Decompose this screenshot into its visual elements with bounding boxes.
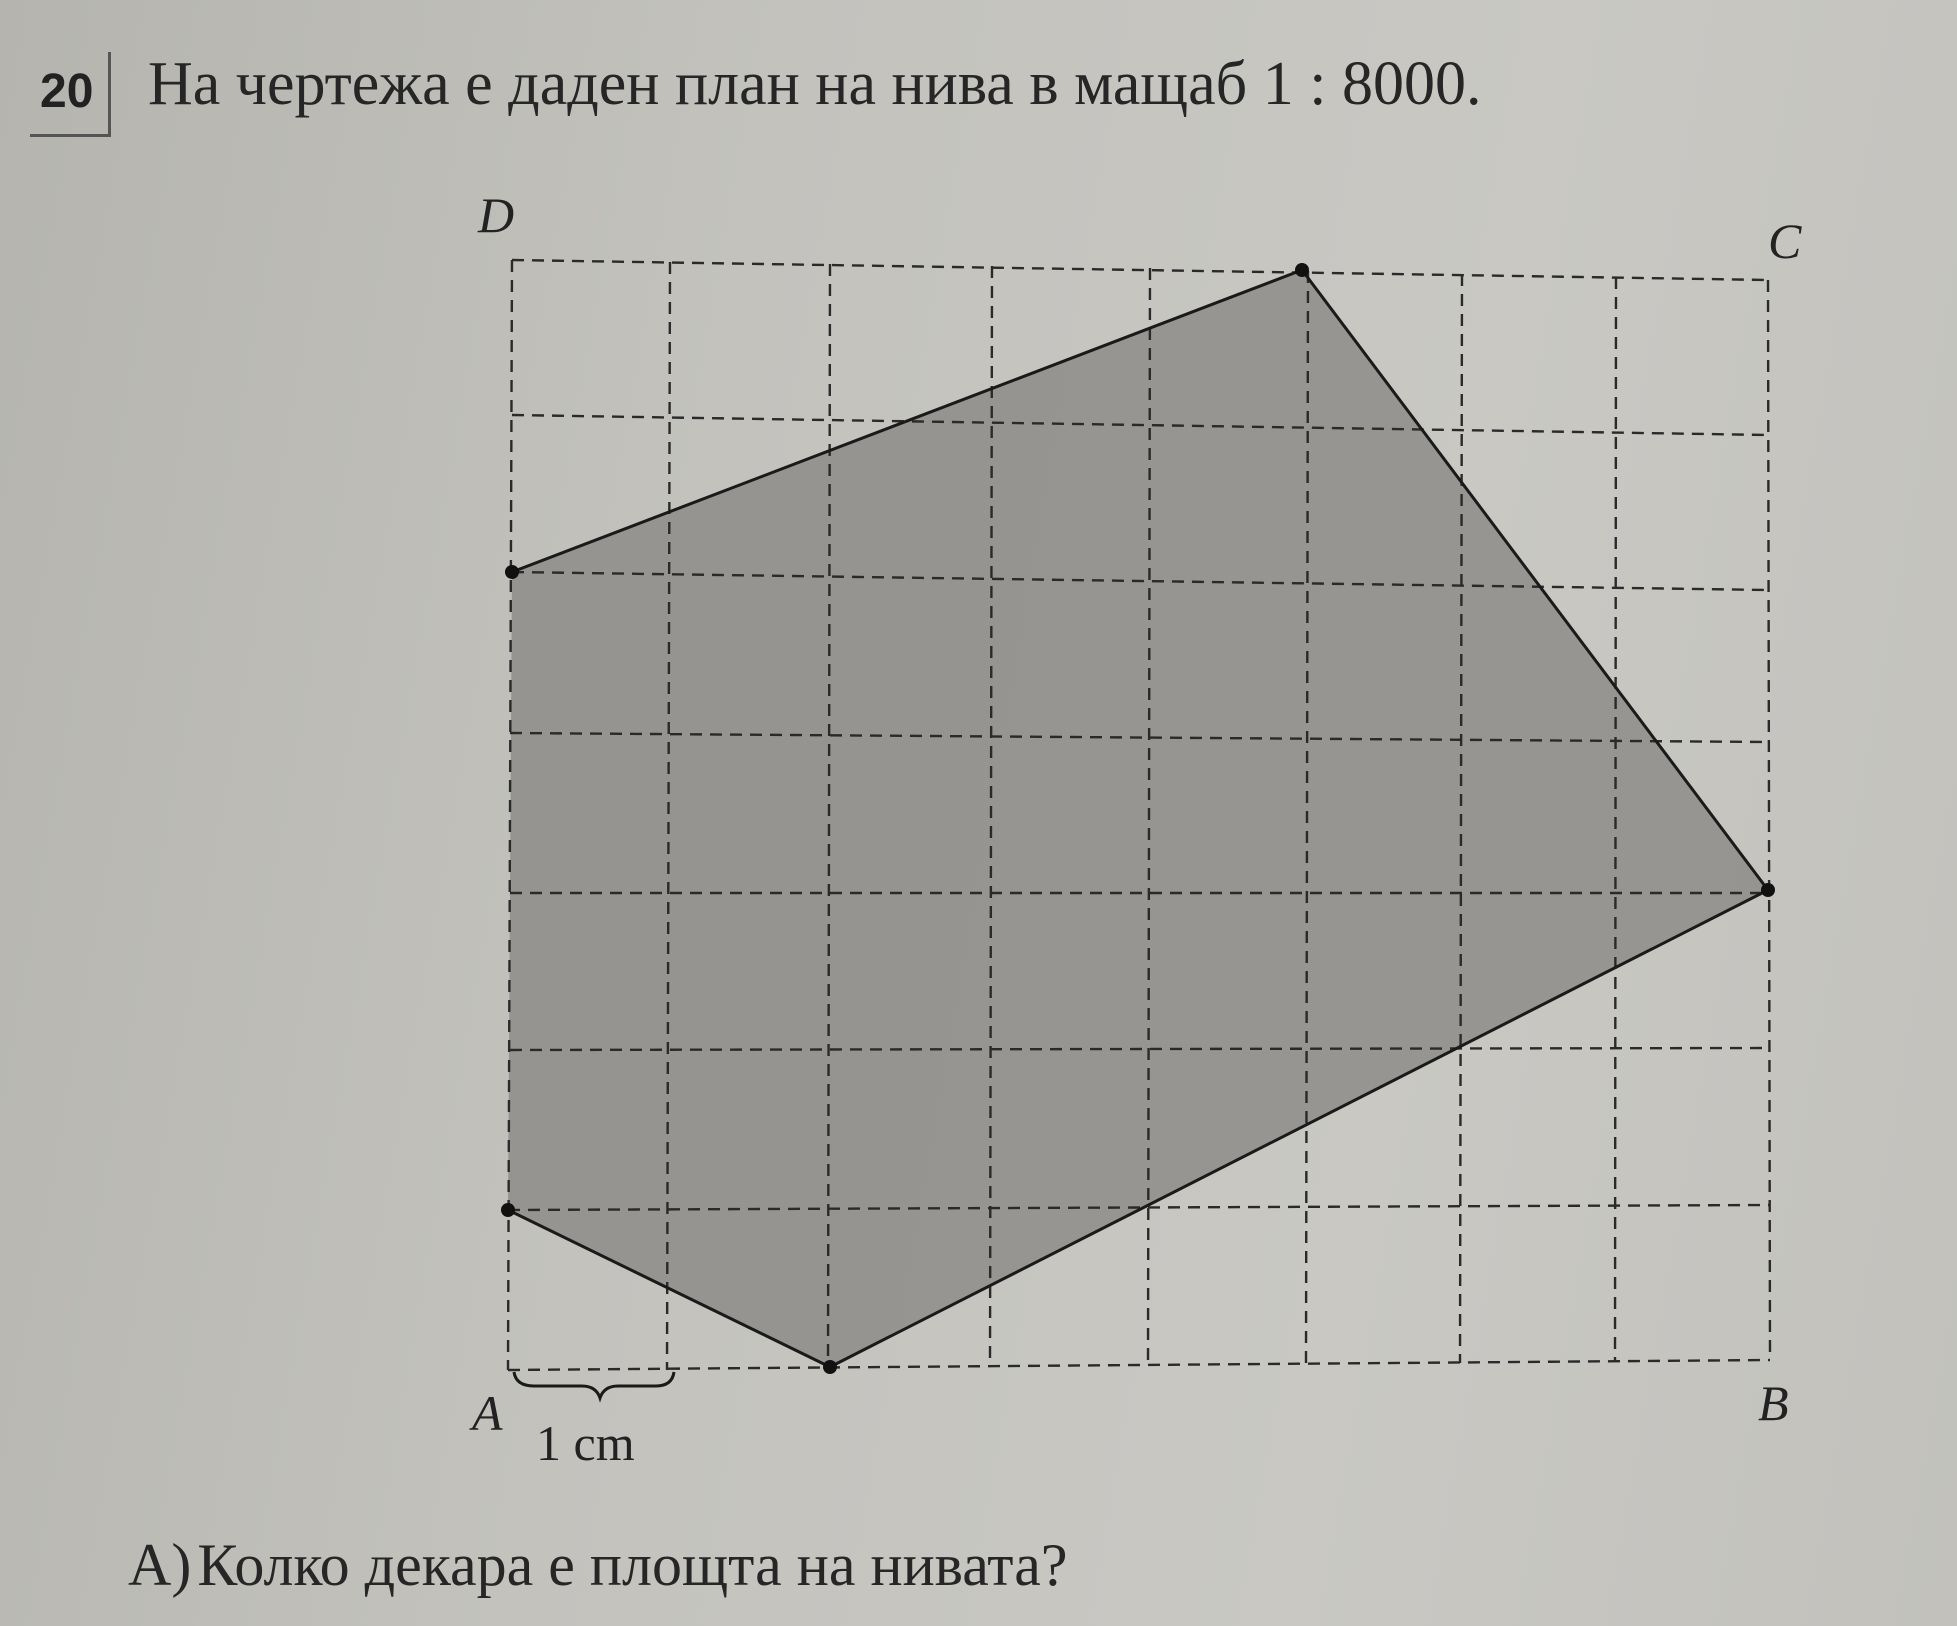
vertex-dot [1761, 883, 1775, 897]
question-a [128, 1530, 1068, 1600]
scale-brace [514, 1372, 674, 1398]
vertex-dot [505, 565, 519, 579]
scale-label: 1 cm [536, 1415, 635, 1471]
vertex-label-b: B [1758, 1375, 1789, 1431]
vertex-label-c: C [1768, 213, 1802, 269]
vertex-dot [501, 1203, 515, 1217]
vertex-label-a: A [472, 1385, 503, 1441]
vertex-dot [1295, 263, 1309, 277]
vertex-label-d: D [478, 187, 515, 243]
vertex-dot [823, 1360, 837, 1374]
question-a-letter: А) [128, 1532, 192, 1598]
question-a-text: Колко декара е площта на нивата? [197, 1532, 1068, 1598]
field-polygon [508, 270, 1768, 1367]
problem-statement: На чертежа е даден план на нива в мащаб 1 : 8000. [148, 50, 1482, 118]
problem-number: 20 [40, 65, 94, 118]
